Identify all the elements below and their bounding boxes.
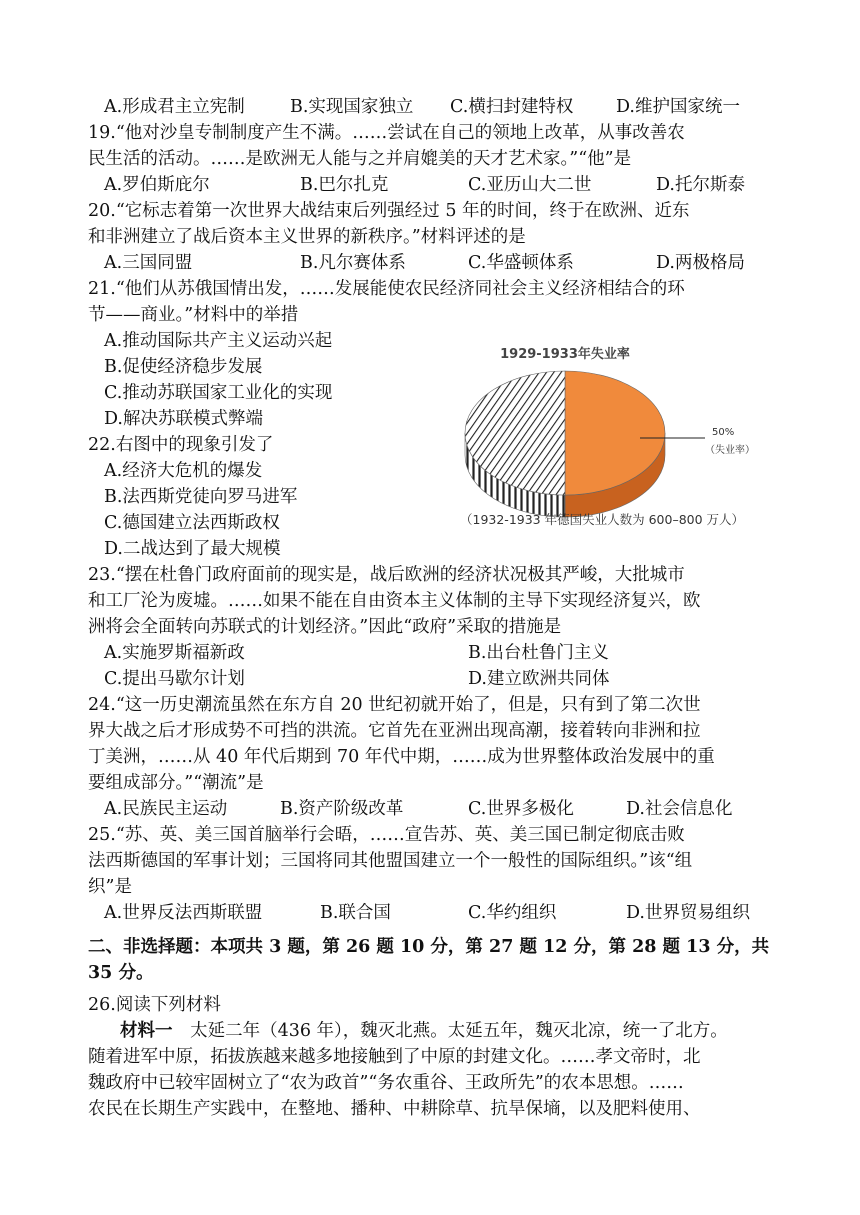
q21-stem-line-2: 节——商业。”材料中的举措	[88, 305, 299, 325]
q25-stem-line-2: 法西斯德国的军事计划；三国将同其他盟国建立一个一般性的国际组织。”该“组	[88, 851, 693, 871]
q26-material-line-2: 随着进军中原，拓拔族越来越多地接触到了中原的封建文化。……孝文帝时，北	[88, 1047, 701, 1067]
q23-option-b: B.出台杜鲁门主义	[468, 643, 609, 663]
q21-stem-line-1: 21.“他们从苏俄国情出发，……发展能使农民经济同社会主义经济相结合的环	[88, 279, 685, 299]
q23-option-a: A.实施罗斯福新政	[104, 643, 245, 663]
pie-group	[465, 371, 665, 517]
q25-option-d: D.世界贸易组织	[626, 903, 750, 923]
q26-material-line-1	[120, 1018, 728, 1044]
q22-option-a: A.经济大危机的爆发	[104, 461, 263, 481]
annotation-label: （失业率）	[705, 445, 755, 456]
q18-option-c: C.横扫封建特权	[450, 97, 574, 117]
q26-material-line-3: 魏政府中已较牢固树立了“农为政首”“务农重谷、王政所先”的农本思想。……	[88, 1073, 684, 1093]
q24-options	[104, 796, 784, 822]
q18-options	[104, 94, 784, 120]
q26-material-text-1: 太延二年（436 年），魏灭北燕。太延五年，魏灭北凉，统一了北方。	[190, 1021, 728, 1041]
q23-stem-line-3: 洲将会全面转向苏联式的计划经济。”因此“政府”采取的措施是	[88, 617, 562, 637]
q19-option-a: A.罗伯斯庇尔	[104, 175, 210, 195]
q24-stem-line-1: 24.“这一历史潮流虽然在东方自 20 世纪初就开始了，但是，只有到了第二次世	[88, 695, 701, 715]
q23-options-row-2	[104, 666, 784, 692]
q24-stem-line-4: 要组成部分。”“潮流”是	[88, 773, 264, 793]
q25-option-a: A.世界反法西斯联盟	[104, 903, 263, 923]
q21-option-a: A.推动国际共产主义运动兴起	[104, 331, 333, 351]
q20-option-b: B.凡尔赛体系	[300, 253, 406, 273]
chart-caption: （1932-1933 年德国失业人数为 600–800 万人）	[460, 512, 745, 527]
chart-title: 1929-1933年失业率	[500, 347, 630, 362]
q24-option-a: A.民族民主运动	[104, 799, 228, 819]
section2-heading-line-1: 二、非选择题：本项共 3 题，第 26 题 10 分，第 27 题 12 分，第 28 题 13 分，共	[88, 937, 770, 957]
q25-options	[104, 900, 784, 926]
q18-option-a: A.形成君主立宪制	[104, 97, 245, 117]
annotation-value: 50%	[712, 427, 735, 438]
q24-option-d: D.社会信息化	[626, 799, 733, 819]
section2-heading-line-2: 35 分。	[88, 963, 154, 983]
q19-options	[104, 172, 784, 198]
q24-option-b: B.资产阶级改革	[280, 799, 404, 819]
q20-option-c: C.华盛顿体系	[468, 253, 574, 273]
q24-option-c: C.世界多极化	[468, 799, 574, 819]
q21-option-d: D.解决苏联模式弊端	[104, 409, 263, 429]
q22-option-c: C.德国建立法西斯政权	[104, 513, 280, 533]
q22-stem: 22.右图中的现象引发了	[88, 435, 274, 455]
q26-stem: 26.阅读下列材料	[88, 995, 221, 1015]
q19-option-b: B.巴尔扎克	[300, 175, 389, 195]
q21-option-c: C.推动苏联国家工业化的实现	[104, 383, 333, 403]
q25-option-c: C.华约组织	[468, 903, 557, 923]
q24-stem-line-2: 界大战之后才形成势不可挡的洪流。它首先在亚洲出现高潮，接着转向非洲和拉	[88, 721, 701, 741]
q20-option-d: D.两极格局	[656, 253, 745, 273]
q23-option-d: D.建立欧洲共同体	[468, 669, 610, 689]
q19-stem-line-1: 19.“他对沙皇专制制度产生不满。……尝试在自己的领地上改革，从事改善农	[88, 123, 685, 143]
unemployment-pie-chart	[460, 338, 790, 538]
q20-option-a: A.三国同盟	[104, 253, 193, 273]
q19-option-c: C.亚历山大二世	[468, 175, 592, 195]
q20-options	[104, 250, 784, 276]
q20-stem-line-1: 20.“它标志着第一次世界大战结束后列强经过 5 年的时间，终于在欧洲、近东	[88, 201, 690, 221]
q19-option-d: D.托尔斯泰	[656, 175, 745, 195]
q24-stem-line-3: 丁美洲，……从 40 年代后期到 70 年代中期，……成为世界整体政治发展中的重	[88, 747, 715, 767]
q22-option-b: B.法西斯党徒向罗马进军	[104, 487, 298, 507]
q23-option-c: C.提出马歇尔计划	[104, 669, 245, 689]
q25-stem-line-1: 25.“苏、英、美三国首脑举行会晤，……宣告苏、英、美三国已制定彻底击败	[88, 825, 685, 845]
q19-stem-line-2: 民生活的活动。……是欧洲无人能与之并肩媲美的天才艺术家。”“他”是	[88, 149, 632, 169]
q18-option-b: B.实现国家独立	[290, 97, 414, 117]
q21-option-b: B.促使经济稳步发展	[104, 357, 263, 377]
q22-option-d: D.二战达到了最大规模	[104, 539, 281, 559]
q25-option-b: B.联合国	[320, 903, 391, 923]
q26-material-line-4: 农民在长期生产实践中，在整地、播种、中耕除草、抗旱保墒，以及肥料使用、	[88, 1099, 701, 1119]
q23-stem-line-1: 23.“摆在杜鲁门政府面前的现实是，战后欧洲的经济状况极其严峻，大批城市	[88, 565, 685, 585]
q25-stem-line-3: 织”是	[88, 877, 132, 897]
q26-material-label: 材料一	[120, 1021, 173, 1041]
q20-stem-line-2: 和非洲建立了战后资本主义世界的新秩序。”材料评述的是	[88, 227, 526, 247]
q18-option-d: D.维护国家统一	[616, 97, 740, 117]
q23-stem-line-2: 和工厂沦为废墟。……如果不能在自由资本主义体制的主导下实现经济复兴，欧	[88, 591, 701, 611]
q23-options-row-1	[104, 640, 784, 666]
